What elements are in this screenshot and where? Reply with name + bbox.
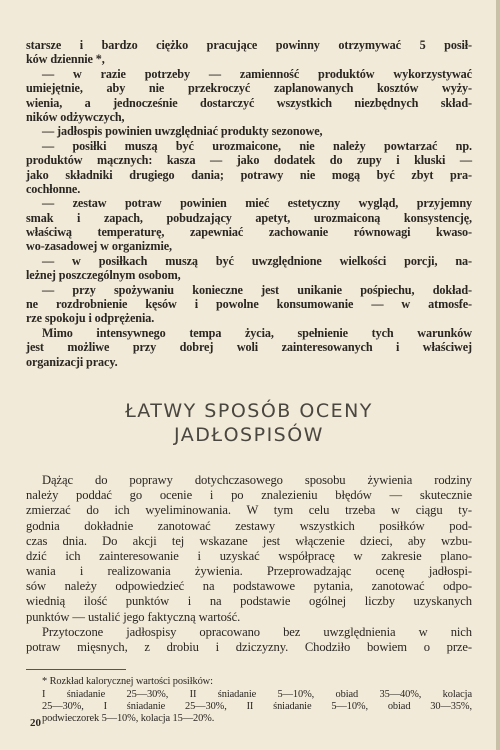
text-line: starsze i bardzo ciężko pracujące powinny otrzymywać 5 posił- — [26, 38, 472, 52]
text-line: — zestaw potraw powinien mieć estetyczny wygląd, przyjemny — [42, 196, 472, 211]
text-line: — w posiłkach muszą być uwzględnione wielkości porcji, na- — [42, 253, 472, 268]
footnote-divider — [26, 669, 126, 670]
section-heading — [26, 399, 472, 447]
text-line: — posiłki muszą być urozmaicone, nie należy powtarzać np. — [42, 138, 472, 153]
page-edge — [496, 0, 500, 750]
text-line: jest możliwe przy dobrej woli zainteresowanych i właściwej — [26, 340, 472, 355]
text-line: leżnej poszczególnym osobom, — [26, 268, 181, 283]
text-line: zmierzać do ich wyeliminowania. W tym celu trzeba w ciągu ty- — [26, 503, 472, 518]
text-line: cochłonne. — [26, 181, 81, 196]
text-line: smak i zapach, pobudzający apetyt, urozmaiconą konsystencję, — [26, 210, 472, 225]
footnote — [26, 676, 472, 726]
text-line: dzić ich zainteresowanie i uzyskać współpracę w zakresie plano- — [26, 548, 472, 563]
footnote-line: 25—30%, I śniadanie 25—30%, II śniadanie 5—10%, obiad 30—35%, — [42, 701, 472, 713]
text-line: wania i realizowania żywienia. Przeprowadzając ocenę jadłospi- — [26, 564, 472, 579]
page-content — [26, 38, 472, 726]
text-line: wiednią ilość punktów i na podstawie ogólnej liczby uzyskanych — [26, 594, 472, 609]
text-line: godnia dokładnie zanotować zestawy wszystkich posiłków pod- — [26, 518, 472, 533]
section-heading-line-2: JADŁOSPISÓW — [174, 423, 324, 446]
text-line: — przy spożywaniu konieczne jest unikanie pośpiechu, dokład- — [42, 282, 472, 297]
top-text-block — [26, 38, 472, 369]
body-text-block — [26, 473, 472, 655]
text-line: właściwą temperaturę, zapewniać zachowanie równowagi kwaso- — [26, 225, 472, 240]
page-number: 20 — [30, 717, 41, 729]
text-line: — jadłospis powinien uwzględniać produkty sezonowe, — [42, 124, 323, 139]
text-line: punktów — ustalić jego faktyczną wartość. — [26, 609, 241, 624]
footnote-line: podwieczorek 5—10%, kolacja 15—20%. — [42, 713, 215, 725]
text-line: wienia, a jednocześnie dostarczyć wszystkich niezbędnych skład- — [26, 95, 472, 110]
text-line: jako składniki drugiego dania; potrawy nie mogą być zbyt pra- — [26, 167, 472, 182]
text-line: rze spokoju i odprężenia. — [26, 311, 155, 326]
text-line: umiejętnie, aby nie przekroczyć zaplanowanych kosztów wyży- — [26, 81, 472, 96]
text-line: potraw mięsnych, z drobiu i dziczyzny. Chodziło bowiem o prze- — [26, 640, 472, 655]
text-line: czas dnia. Do akcji tej wskazane jest włączenie dzieci, aby wzbu- — [26, 533, 472, 548]
text-line: sów należy odpowiedzieć na podstawowe pytania, zanotować odpo- — [26, 579, 472, 594]
footnote-line: I śniadanie 25—30%, II śniadanie 5—10%, obiad 35—40%, kolacja — [42, 688, 472, 700]
text-line: ników odżywczych, — [26, 109, 125, 124]
text-line: Przytoczone jadłospisy opracowano bez uwzględnienia w nich — [42, 624, 472, 639]
text-line: Dążąc do poprawy dotychczasowego sposobu żywienia rodziny — [42, 472, 472, 487]
text-line: — w razie potrzeby — zamienność produktów wykorzystywać — [42, 66, 472, 81]
footnote-line: * Rozkład kalorycznej wartości posiłków: — [42, 676, 213, 688]
text-line: produktów mącznych: kasza — jako dodatek do zupy i kluski — — [26, 153, 472, 168]
section-heading-line-1: ŁATWY SPOSÓB OCENY — [125, 399, 373, 422]
text-line: ków dziennie *, — [26, 52, 105, 67]
text-line: organizacji pracy. — [26, 354, 118, 369]
text-line: ne rozdrobnienie kęsów i powolne konsumowanie — w atmosfe- — [26, 297, 472, 312]
text-line: Mimo intensywnego tempa życia, spełnienie tych warunków — [42, 325, 472, 340]
text-line: należy poddać go ocenie i po znalezieniu błędów — skutecznie — [26, 488, 472, 503]
text-line: wo-zasadowej w organizmie, — [26, 239, 172, 254]
